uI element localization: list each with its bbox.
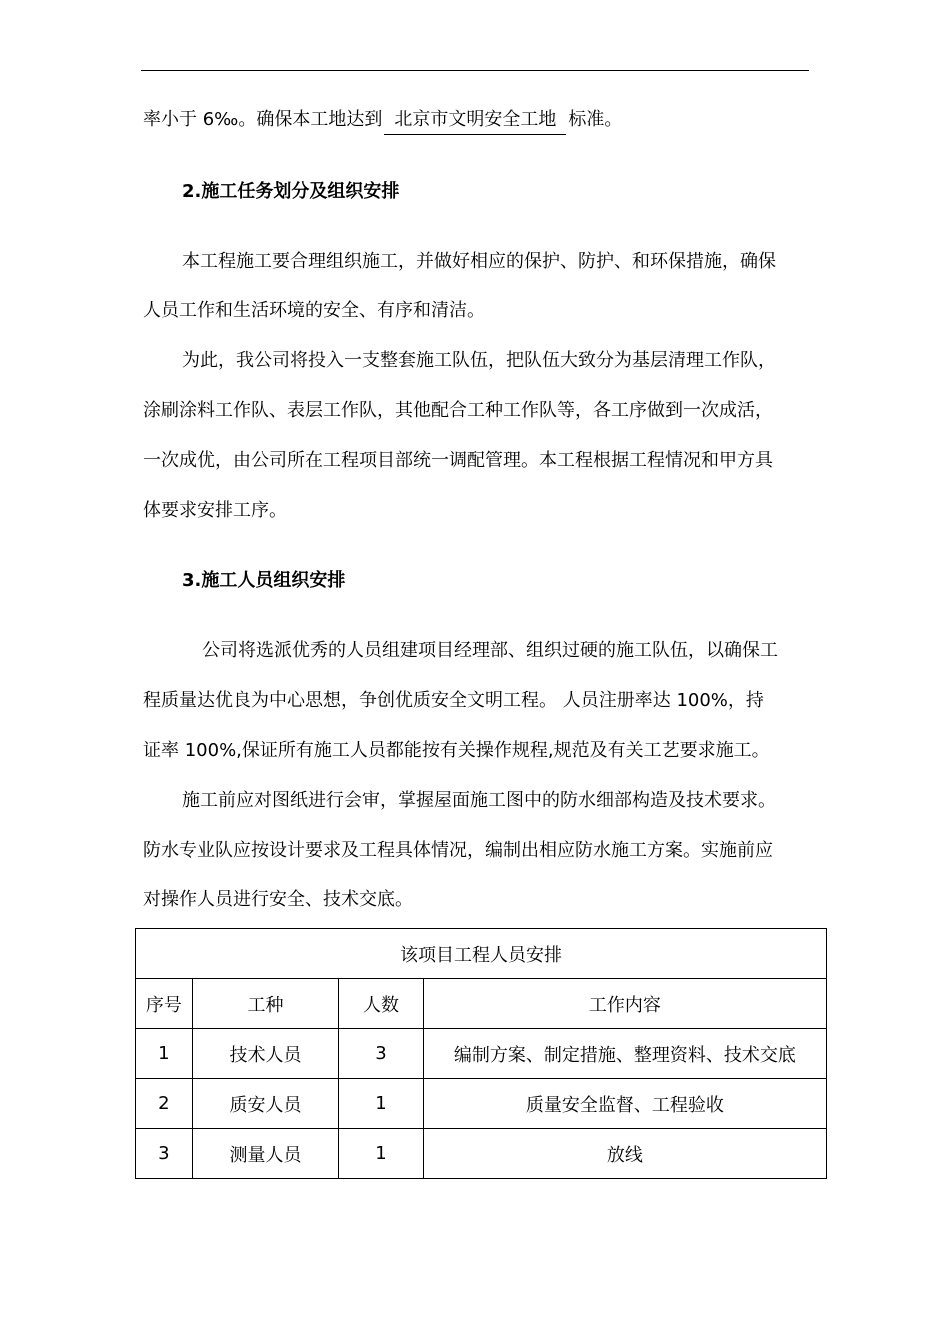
header-trade: 工种	[192, 979, 338, 1029]
table-row	[136, 1079, 827, 1129]
p2-line-1: 本工程施工要合理组织施工，并做好相应的保护、防护、和环保措施，确保	[182, 251, 776, 272]
header-content: 工作内容	[423, 979, 826, 1029]
paragraph-1	[143, 108, 622, 135]
p2-line-2: 人员工作和生活环境的安全、有序和清洁。	[143, 300, 485, 321]
cell-seq: 2	[136, 1079, 193, 1129]
p4-line-2: 程质量达优良为中心思想，争创优质安全文明工程。 人员注册率达 100%，持	[143, 690, 764, 711]
p5-line-3: 对操作人员进行安全、技术交底。	[143, 889, 413, 910]
p4-line-1: 公司将选派优秀的人员组建项目经理部、组织过硬的施工队伍，以确保工	[202, 640, 778, 661]
p5-line-1: 施工前应对图纸进行会审，掌握屋面施工图中的防水细部构造及技术要求。	[182, 790, 776, 811]
cell-count: 1	[339, 1129, 424, 1179]
cell-count: 3	[339, 1029, 424, 1079]
staff-table	[135, 928, 827, 1179]
p3-line-3: 一次成优，由公司所在工程项目部统一调配管理。本工程根据工程情况和甲方具	[143, 450, 773, 471]
cell-seq: 3	[136, 1129, 193, 1179]
p1-pre: 率小于 6‰。确保本工地达到	[143, 109, 383, 130]
p4-line-3: 证率 100%,保证所有施工人员都能按有关操作规程,规范及有关工艺要求施工。	[143, 740, 770, 761]
table-row	[136, 1129, 827, 1179]
p3-line-2: 涂刷涂料工作队、表层工作队，其他配合工种工作队等，各工序做到一次成活，	[143, 400, 773, 421]
cell-content: 放线	[423, 1129, 826, 1179]
table-caption: 该项目工程人员安排	[136, 929, 827, 979]
cell-count: 1	[339, 1079, 424, 1129]
table-row	[136, 1029, 827, 1079]
cell-trade: 技术人员	[192, 1029, 338, 1079]
header-count: 人数	[339, 979, 424, 1029]
underlined-standard: 北京市文明安全工地	[384, 108, 566, 135]
p3-line-4: 体要求安排工序。	[143, 500, 287, 521]
table-header-row	[136, 979, 827, 1029]
header-rule	[141, 70, 809, 71]
header-seq: 序号	[136, 979, 193, 1029]
p5-line-2: 防水专业队应按设计要求及工程具体情况，编制出相应防水施工方案。实施前应	[143, 840, 773, 861]
cell-trade: 测量人员	[192, 1129, 338, 1179]
section-heading-2: 2.施工任务划分及组织安排	[182, 181, 400, 202]
p3-line-1: 为此，我公司将投入一支整套施工队伍，把队伍大致分为基层清理工作队，	[182, 350, 776, 371]
cell-content: 质量安全监督、工程验收	[423, 1079, 826, 1129]
cell-seq: 1	[136, 1029, 193, 1079]
cell-content: 编制方案、制定措施、整理资料、技术交底	[423, 1029, 826, 1079]
section-heading-3: 3.施工人员组织安排	[182, 570, 346, 591]
cell-trade: 质安人员	[192, 1079, 338, 1129]
p1-post: 标准。	[568, 109, 623, 130]
table-caption-row	[136, 929, 827, 979]
